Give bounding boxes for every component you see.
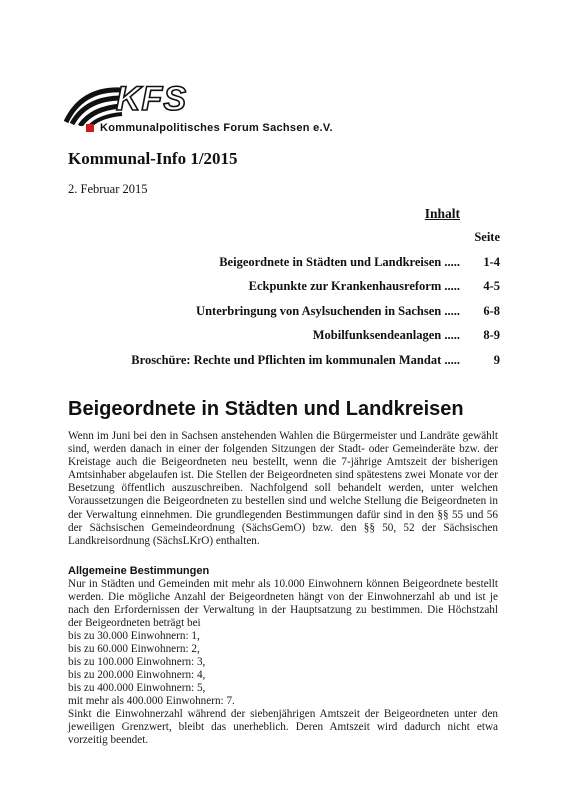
red-square-icon <box>86 124 94 132</box>
toc-item[interactable] <box>60 279 500 297</box>
toc-item[interactable] <box>60 353 500 371</box>
limit-line: bis zu 100.000 Einwohnern: 3, <box>68 656 206 668</box>
toc-heading: Inhalt <box>424 206 460 221</box>
subheading: Allgemeine Bestimmungen <box>68 565 210 577</box>
paragraph-allgemein: Nur in Städten und Gemeinden mit mehr als 10.000 Einwohnern können Beigeordnete bestellt werden. Die mögliche Anzahl der Beigeordneten hängt von der Einwohnerzahl ab und ist je nach den Erfordernissen der Verwaltung in der Hauptsatzung zu bestimmen. Die Höchstzahl der Beigeordneten beträgt bei <box>68 578 498 630</box>
toc-item[interactable] <box>60 328 500 346</box>
kfs-logo <box>64 80 333 138</box>
toc-item-page: 8-9 <box>483 328 500 342</box>
toc-item-title: Broschüre: Rechte und Pflichten im kommunalen Mandat ..... <box>131 353 460 367</box>
section-title: Beigeordnete in Städten und Landkreisen <box>68 398 464 420</box>
toc-item-title: Mobilfunksendeanlagen ..... <box>312 328 460 342</box>
toc-item[interactable] <box>60 304 500 322</box>
organization-name: Kommunalpolitisches Forum Sachsen e.V. <box>100 122 333 134</box>
toc-item-title: Beigeordnete in Städten und Landkreisen ..... <box>219 255 460 269</box>
limit-line: bis zu 30.000 Einwohnern: 1, <box>68 630 200 642</box>
toc-item-page: 1-4 <box>483 255 500 269</box>
organization-line <box>86 122 333 134</box>
intro-paragraph: Wenn im Juni bei den in Sachsen anstehenden Wahlen die Bürgermeister und Landräte gewählt sind, werden danach in einer der folgenden Sitzungen der Stadt- oder Gemeinderäte bzw. der Kreistage auch die Beigeordneten neu bestellt, wenn die 7-jährige Amtszeit der bisherigen Amtsinhaber abgelaufen ist. Die Stellen der Beigeordneten sind spätestens zwei Monate vor der Besetzung öffentlich auszuschreiben. Nachfolgend soll behandelt werden, unter welchen Voraussetzungen die Beigeordneten zu bestellen sind und welche Stellung die Beigeordneten in der Verwaltung einnehmen. Die grundlegenden Bestimmungen dafür sind in den §§ 55 und 56 der Sächsischen Gemeindeordnung (SächsGemO) bzw. den §§ 50, 52 der Sächsischen Landkreisordnung (SächsLKrO) enthalten. <box>68 430 498 547</box>
toc-item-page: 6-8 <box>483 304 500 318</box>
document-date: 2. Februar 2015 <box>68 182 148 196</box>
document-title: Kommunal-Info 1/2015 <box>68 149 238 168</box>
toc-item-title: Unterbringung von Asylsuchenden in Sachsen ..... <box>196 304 460 318</box>
toc-item[interactable] <box>60 255 500 273</box>
swoosh-logo-icon <box>64 86 124 126</box>
logo-letters: KFS <box>116 80 187 118</box>
limit-line: mit mehr als 400.000 Einwohnern: 7. <box>68 695 235 707</box>
toc-item-page: 4-5 <box>483 279 500 293</box>
limit-line: bis zu 400.000 Einwohnern: 5, <box>68 682 206 694</box>
toc-item-title: Eckpunkte zur Krankenhausreform ..... <box>248 279 460 293</box>
toc-item-page: 9 <box>493 353 500 367</box>
limit-line: bis zu 60.000 Einwohnern: 2, <box>68 643 200 655</box>
limit-line: bis zu 200.000 Einwohnern: 4, <box>68 669 206 681</box>
toc-page-heading: Seite <box>474 230 500 244</box>
paragraph-amtszeit: Sinkt die Einwohnerzahl während der siebenjährigen Amtszeit der Beigeordneten unter den jeweiligen Grenzwert, bleibt das unerheblich. Deren Amtszeit wird dadurch nicht etwa vorzeitig beendet. <box>68 708 498 747</box>
